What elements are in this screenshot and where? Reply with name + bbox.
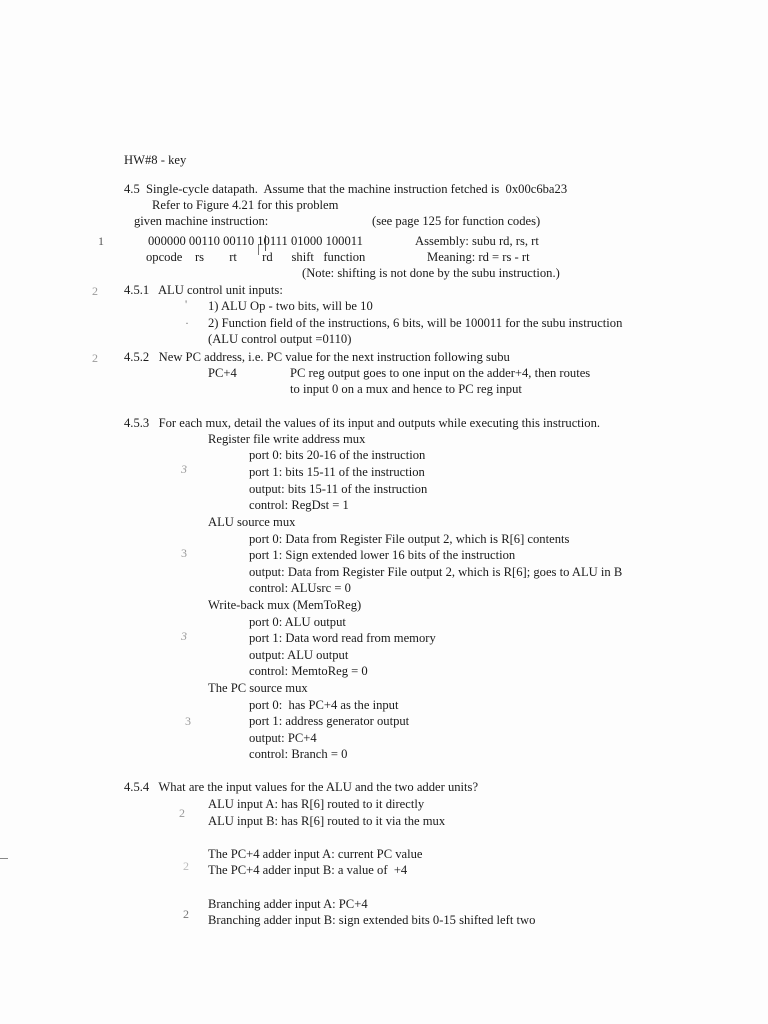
- shifting-note: (Note: shifting is not done by the subu instruction.): [302, 266, 560, 280]
- pc-plus-4-label: PC+4: [208, 366, 237, 380]
- margin-score-mark: 3: [181, 462, 187, 476]
- pc-adder-input-b: The PC+4 adder input B: a value of +4: [208, 863, 408, 877]
- section-4-5-3-heading: 4.5.3 For each mux, detail the values of its input and outputs while executing this instruction.: [124, 416, 601, 430]
- regfile-mux-port0: port 0: bits 20-16 of the instruction: [249, 448, 426, 462]
- margin-score-mark: 2: [183, 859, 189, 873]
- assembly-text: Assembly: subu rd, rs, rt: [415, 234, 539, 248]
- margin-score-mark: 3: [181, 629, 187, 643]
- alu-input-a: ALU input A: has R[6] routed to it directly: [208, 797, 425, 811]
- margin-score-mark: 3: [185, 714, 191, 728]
- pc-reg-output-text: PC reg output goes to one input on the adder+4, then routes: [290, 366, 591, 380]
- pc-source-mux-output: output: PC+4: [249, 731, 317, 745]
- function-field-item: 2) Function field of the instructions, 6 bits, will be 100011 for the subu instruction: [208, 316, 623, 330]
- section-4-5-1-heading: 4.5.1 ALU control unit inputs:: [124, 283, 283, 297]
- writeback-mux-heading: Write-back mux (MemToReg): [208, 598, 362, 612]
- writeback-mux-port0: port 0: ALU output: [249, 615, 346, 629]
- alu-source-mux-output: output: Data from Register File output 2, which is R[6]; goes to ALU in B: [249, 565, 623, 579]
- section-4-5-4-heading: 4.5.4 What are the input values for the ALU and the two adder units?: [124, 780, 479, 794]
- margin-score-mark: 2: [183, 907, 189, 921]
- writeback-mux-port1: port 1: Data word read from memory: [249, 631, 436, 645]
- field-labels: opcode rs rt rd shift function: [146, 250, 366, 264]
- function-codes-note: (see page 125 for function codes): [372, 214, 541, 228]
- section-4-5-2-heading: 4.5.2 New PC address, i.e. PC value for the next instruction following subu: [124, 350, 510, 364]
- pc-source-mux-port1: port 1: address generator output: [249, 714, 410, 728]
- regfile-mux-control: control: RegDst = 1: [249, 498, 349, 512]
- alu-source-mux-control: control: ALUsrc = 0: [249, 581, 351, 595]
- page-title: HW#8 - key: [124, 153, 187, 167]
- margin-score-mark: 3: [181, 546, 187, 560]
- regfile-mux-output: output: bits 15-11 of the instruction: [249, 482, 428, 496]
- meaning-text: Meaning: rd = rs - rt: [427, 250, 530, 264]
- writeback-mux-output: output: ALU output: [249, 648, 349, 662]
- instruction-bits: 000000 00110 00110 10111 01000 100011: [148, 234, 363, 248]
- margin-score-mark: 1: [98, 234, 104, 248]
- margin-score-mark: 2: [92, 351, 98, 365]
- margin-score-mark: 2: [179, 806, 185, 820]
- alu-input-b: ALU input B: has R[6] routed to it via the mux: [208, 814, 446, 828]
- pc-source-mux-port0: port 0: has PC+4 as the input: [249, 698, 399, 712]
- margin-score-mark: 2: [92, 284, 98, 298]
- alu-source-mux-port0: port 0: Data from Register File output 2, which is R[6] contents: [249, 532, 570, 546]
- bullet-mark: ': [185, 297, 188, 311]
- alu-source-mux-port1: port 1: Sign extended lower 16 bits of the instruction: [249, 548, 516, 562]
- branch-adder-input-a: Branching adder input A: PC+4: [208, 897, 368, 911]
- margin-rule: [0, 858, 8, 859]
- pc-mux-route-text: to input 0 on a mux and hence to PC reg input: [290, 382, 522, 396]
- given-instruction-label: given machine instruction:: [134, 214, 269, 228]
- pc-source-mux-control: control: Branch = 0: [249, 747, 348, 761]
- branch-adder-input-b: Branching adder input B: sign extended bits 0-15 shifted left two: [208, 913, 536, 927]
- alu-control-output: (ALU control output =0110): [208, 332, 352, 346]
- alu-source-mux-heading: ALU source mux: [208, 515, 296, 529]
- pc-adder-input-a: The PC+4 adder input A: current PC value: [208, 847, 423, 861]
- regfile-mux-port1: port 1: bits 15-11 of the instruction: [249, 465, 425, 479]
- regfile-mux-heading: Register file write address mux: [208, 432, 366, 446]
- alu-op-item: 1) ALU Op - two bits, will be 10: [208, 299, 373, 313]
- problem-statement: 4.5 Single-cycle datapath. Assume that the machine instruction fetched is 0x00c6ba23: [124, 182, 568, 196]
- writeback-mux-control: control: MemtoReg = 0: [249, 664, 368, 678]
- bullet-mark: ·: [185, 316, 189, 330]
- pc-source-mux-heading: The PC source mux: [208, 681, 308, 695]
- figure-reference: Refer to Figure 4.21 for this problem: [152, 198, 339, 212]
